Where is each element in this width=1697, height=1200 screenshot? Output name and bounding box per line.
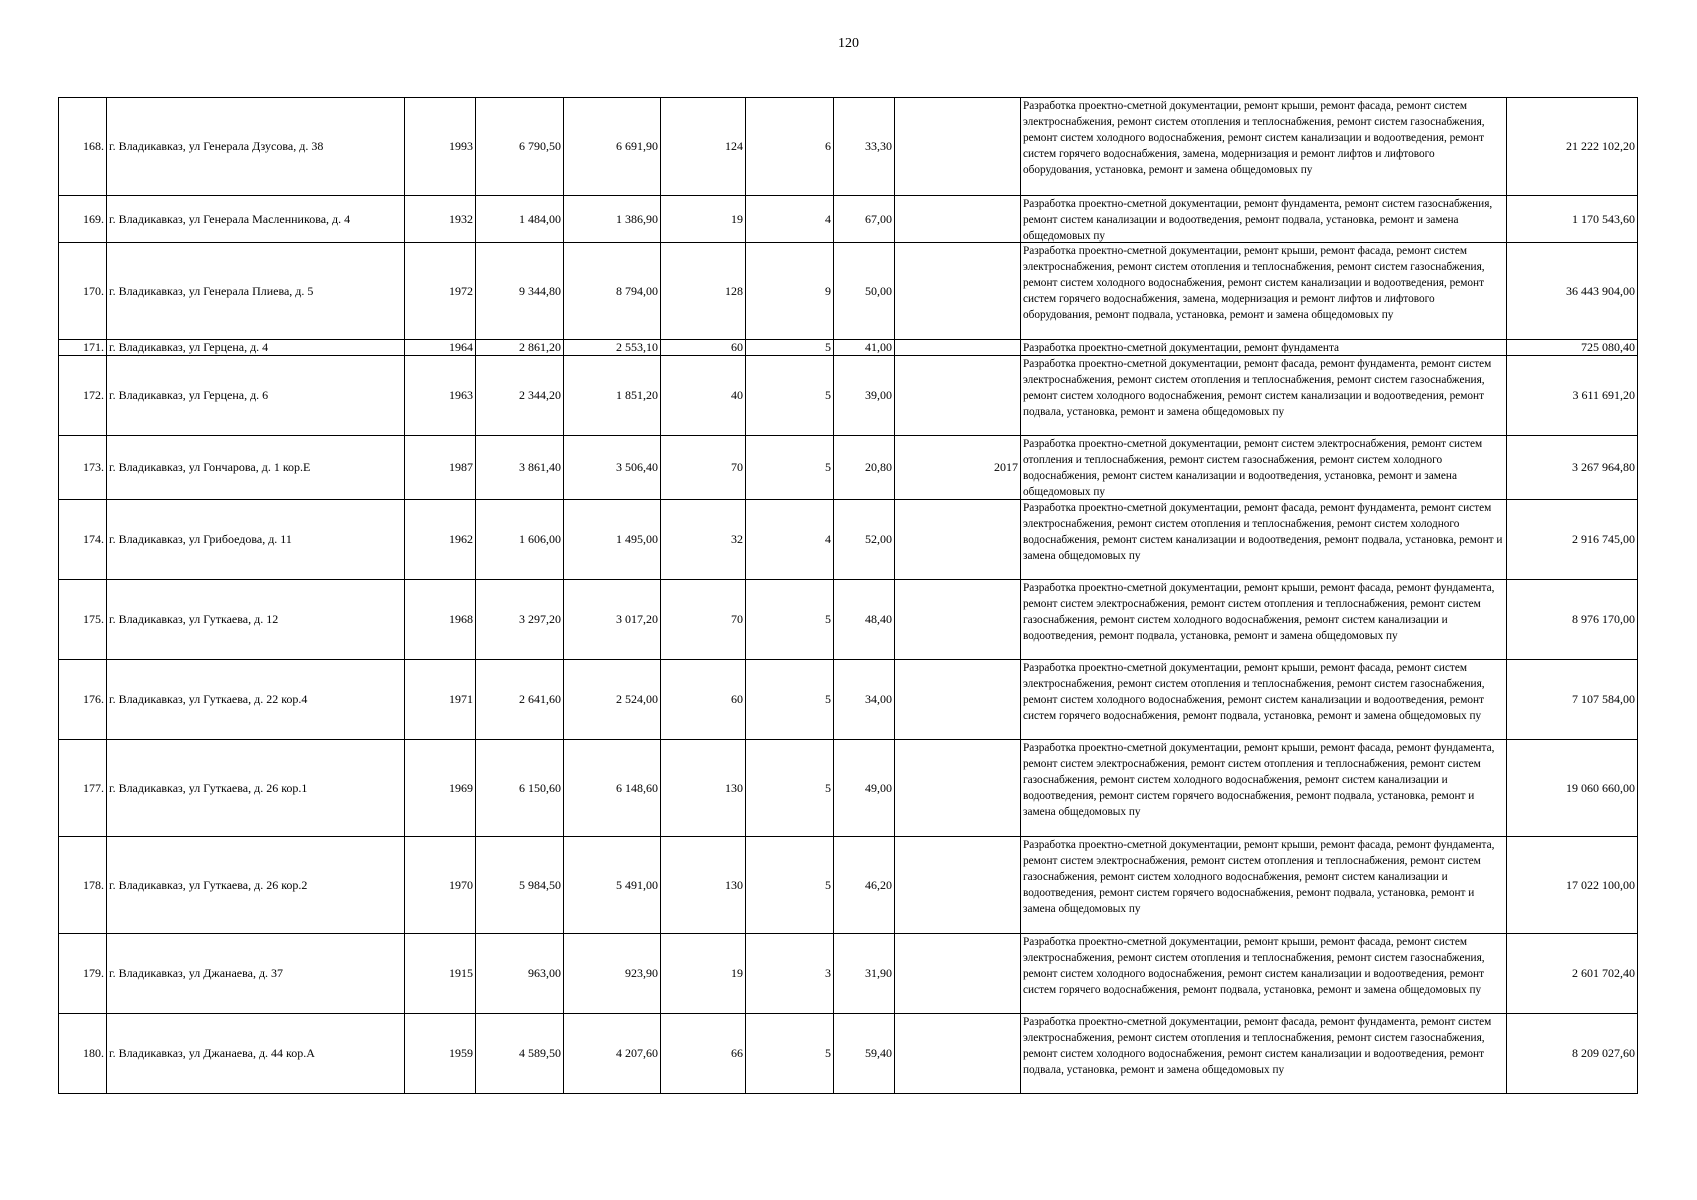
works-description-cell: Разработка проектно-сметной документации, ремонт фасада, ремонт фундамента, ремонт систем электроснабжения, ремонт систем отопления и теплоснабжения, ремонт систем холодного водоснабжения, ремонт систем канализации и водоотведения, ремонт подвала, установка, ремонт и замена общедомовых пу <box>1021 500 1507 580</box>
build-year-cell: 1969 <box>405 740 476 837</box>
works-description-cell: Разработка проектно-сметной документации, ремонт фундамента, ремонт систем газоснабжения, ремонт систем канализации и водоотведения, ремонт подвала, установка, ремонт и замена общедомовых пу <box>1021 196 1507 243</box>
residents-cell: 70 <box>661 580 746 660</box>
cost-cell: 1 170 543,60 <box>1507 196 1638 243</box>
works-description-cell: Разработка проектно-сметной документации, ремонт крыши, ремонт фасада, ремонт систем электроснабжения, ремонт систем отопления и теплоснабжения, ремонт систем газоснабжения, ремонт систем холодного водоснабжения, ремонт систем канализации и водоотведения, ремонт систем горячего водоснабжения, замена, модернизация и ремонт лифтов и лифтового оборудования, ремонт подвала, установка, ремонт и замена общедомовых пу <box>1021 243 1507 340</box>
table-row <box>59 580 1638 660</box>
build-year-cell: 1987 <box>405 436 476 500</box>
last-repair-year-cell <box>895 1014 1021 1094</box>
row-number-cell: 179. <box>59 934 107 1014</box>
row-number-cell: 178. <box>59 837 107 934</box>
address-cell: г. Владикавказ, ул Генерала Дзусова, д. 38 <box>107 98 405 196</box>
total-area-cell: 1 606,00 <box>476 500 564 580</box>
residents-cell: 19 <box>661 196 746 243</box>
address-cell: г. Владикавказ, ул Грибоедова, д. 11 <box>107 500 405 580</box>
wear-percent-cell: 33,30 <box>834 98 895 196</box>
row-number-cell: 170. <box>59 243 107 340</box>
total-area-cell: 5 984,50 <box>476 837 564 934</box>
residents-cell: 66 <box>661 1014 746 1094</box>
build-year-cell: 1970 <box>405 837 476 934</box>
row-number-cell: 177. <box>59 740 107 837</box>
residents-cell: 40 <box>661 356 746 436</box>
build-year-cell: 1993 <box>405 98 476 196</box>
cost-cell: 21 222 102,20 <box>1507 98 1638 196</box>
table-row <box>59 436 1638 500</box>
build-year-cell: 1959 <box>405 1014 476 1094</box>
floors-cell: 9 <box>746 243 834 340</box>
last-repair-year-cell <box>895 340 1021 356</box>
address-cell: г. Владикавказ, ул Герцена, д. 6 <box>107 356 405 436</box>
works-description-cell: Разработка проектно-сметной документации, ремонт фасада, ремонт фундамента, ремонт систем электроснабжения, ремонт систем отопления и теплоснабжения, ремонт систем газоснабжения, ремонт систем холодного водоснабжения, ремонт систем канализации и водоотведения, ремонт подвала, установка, ремонт и замена общедомовых пу <box>1021 356 1507 436</box>
floors-cell: 5 <box>746 837 834 934</box>
build-year-cell: 1964 <box>405 340 476 356</box>
build-year-cell: 1971 <box>405 660 476 740</box>
address-cell: г. Владикавказ, ул Гуткаева, д. 12 <box>107 580 405 660</box>
total-area-cell: 6 790,50 <box>476 98 564 196</box>
floors-cell: 5 <box>746 1014 834 1094</box>
cost-cell: 2 916 745,00 <box>1507 500 1638 580</box>
wear-percent-cell: 20,80 <box>834 436 895 500</box>
address-cell: г. Владикавказ, ул Гуткаева, д. 22 кор.4 <box>107 660 405 740</box>
total-area-cell: 1 484,00 <box>476 196 564 243</box>
build-year-cell: 1972 <box>405 243 476 340</box>
last-repair-year-cell <box>895 500 1021 580</box>
address-cell: г. Владикавказ, ул Джанаева, д. 44 кор.А <box>107 1014 405 1094</box>
cost-cell: 36 443 904,00 <box>1507 243 1638 340</box>
row-number-cell: 175. <box>59 580 107 660</box>
table-row <box>59 340 1638 356</box>
works-description-cell: Разработка проектно-сметной документации, ремонт крыши, ремонт фасада, ремонт фундамента, ремонт систем электроснабжения, ремонт систем отопления и теплоснабжения, ремонт систем газоснабжения, ремонт систем холодного водоснабжения, ремонт систем канализации и водоотведения, ремонт систем горячего водоснабжения, ремонт подвала, установка, ремонт и замена общедомовых пу <box>1021 837 1507 934</box>
living-area-cell: 923,90 <box>564 934 661 1014</box>
total-area-cell: 9 344,80 <box>476 243 564 340</box>
cost-cell: 17 022 100,00 <box>1507 837 1638 934</box>
residents-cell: 130 <box>661 740 746 837</box>
works-description-cell: Разработка проектно-сметной документации, ремонт фундамента <box>1021 340 1507 356</box>
floors-cell: 5 <box>746 660 834 740</box>
works-description-cell: Разработка проектно-сметной документации, ремонт крыши, ремонт фасада, ремонт фундамента, ремонт систем электроснабжения, ремонт систем отопления и теплоснабжения, ремонт систем газоснабжения, ремонт систем холодного водоснабжения, ремонт систем канализации и водоотведения, ремонт систем горячего водоснабжения, ремонт подвала, установка, ремонт и замена общедомовых пу <box>1021 740 1507 837</box>
row-number-cell: 174. <box>59 500 107 580</box>
last-repair-year-cell <box>895 243 1021 340</box>
wear-percent-cell: 50,00 <box>834 243 895 340</box>
table-row <box>59 934 1638 1014</box>
cost-cell: 8 209 027,60 <box>1507 1014 1638 1094</box>
last-repair-year-cell <box>895 660 1021 740</box>
living-area-cell: 1 495,00 <box>564 500 661 580</box>
total-area-cell: 2 861,20 <box>476 340 564 356</box>
cost-cell: 19 060 660,00 <box>1507 740 1638 837</box>
floors-cell: 5 <box>746 340 834 356</box>
wear-percent-cell: 31,90 <box>834 934 895 1014</box>
floors-cell: 5 <box>746 436 834 500</box>
address-cell: г. Владикавказ, ул Генерала Масленникова, д. 4 <box>107 196 405 243</box>
floors-cell: 3 <box>746 934 834 1014</box>
residents-cell: 70 <box>661 436 746 500</box>
living-area-cell: 6 691,90 <box>564 98 661 196</box>
wear-percent-cell: 39,00 <box>834 356 895 436</box>
wear-percent-cell: 34,00 <box>834 660 895 740</box>
table-row <box>59 243 1638 340</box>
living-area-cell: 2 524,00 <box>564 660 661 740</box>
floors-cell: 6 <box>746 98 834 196</box>
works-description-cell: Разработка проектно-сметной документации, ремонт систем электроснабжения, ремонт систем отопления и теплоснабжения, ремонт систем газоснабжения, ремонт систем холодного водоснабжения, ремонт систем канализации и водоотведения, установка, ремонт и замена общедомовых пу <box>1021 436 1507 500</box>
wear-percent-cell: 46,20 <box>834 837 895 934</box>
residents-cell: 19 <box>661 934 746 1014</box>
wear-percent-cell: 49,00 <box>834 740 895 837</box>
living-area-cell: 3 017,20 <box>564 580 661 660</box>
residents-cell: 60 <box>661 340 746 356</box>
build-year-cell: 1932 <box>405 196 476 243</box>
total-area-cell: 2 344,20 <box>476 356 564 436</box>
table-body <box>59 98 1638 1094</box>
works-description-cell: Разработка проектно-сметной документации, ремонт крыши, ремонт фасада, ремонт фундамента, ремонт систем электроснабжения, ремонт систем отопления и теплоснабжения, ремонт систем газоснабжения, ремонт систем холодного водоснабжения, ремонт систем канализации и водоотведения, ремонт подвала, установка, ремонт и замена общедомовых пу <box>1021 580 1507 660</box>
housing-repair-table <box>58 97 1638 1094</box>
row-number-cell: 168. <box>59 98 107 196</box>
wear-percent-cell: 48,40 <box>834 580 895 660</box>
cost-cell: 725 080,40 <box>1507 340 1638 356</box>
row-number-cell: 180. <box>59 1014 107 1094</box>
address-cell: г. Владикавказ, ул Гончарова, д. 1 кор.Е <box>107 436 405 500</box>
table-row <box>59 98 1638 196</box>
total-area-cell: 2 641,60 <box>476 660 564 740</box>
residents-cell: 130 <box>661 837 746 934</box>
works-description-cell: Разработка проектно-сметной документации, ремонт фасада, ремонт фундамента, ремонт систем электроснабжения, ремонт систем отопления и теплоснабжения, ремонт систем газоснабжения, ремонт систем холодного водоснабжения, ремонт систем канализации и водоотведения, ремонт подвала, установка, ремонт и замена общедомовых пу <box>1021 1014 1507 1094</box>
row-number-cell: 172. <box>59 356 107 436</box>
last-repair-year-cell <box>895 196 1021 243</box>
floors-cell: 4 <box>746 196 834 243</box>
floors-cell: 4 <box>746 500 834 580</box>
row-number-cell: 176. <box>59 660 107 740</box>
wear-percent-cell: 59,40 <box>834 1014 895 1094</box>
living-area-cell: 6 148,60 <box>564 740 661 837</box>
living-area-cell: 5 491,00 <box>564 837 661 934</box>
table-row <box>59 660 1638 740</box>
residents-cell: 32 <box>661 500 746 580</box>
page-number: 120 <box>838 36 859 51</box>
living-area-cell: 2 553,10 <box>564 340 661 356</box>
works-description-cell: Разработка проектно-сметной документации, ремонт крыши, ремонт фасада, ремонт систем электроснабжения, ремонт систем отопления и теплоснабжения, ремонт систем газоснабжения, ремонт систем холодного водоснабжения, ремонт систем канализации и водоотведения, ремонт систем горячего водоснабжения, ремонт подвала, установка, ремонт и замена общедомовых пу <box>1021 934 1507 1014</box>
total-area-cell: 4 589,50 <box>476 1014 564 1094</box>
residents-cell: 124 <box>661 98 746 196</box>
row-number-cell: 173. <box>59 436 107 500</box>
total-area-cell: 963,00 <box>476 934 564 1014</box>
row-number-cell: 169. <box>59 196 107 243</box>
address-cell: г. Владикавказ, ул Герцена, д. 4 <box>107 340 405 356</box>
total-area-cell: 6 150,60 <box>476 740 564 837</box>
cost-cell: 8 976 170,00 <box>1507 580 1638 660</box>
table-row <box>59 1014 1638 1094</box>
total-area-cell: 3 861,40 <box>476 436 564 500</box>
address-cell: г. Владикавказ, ул Гуткаева, д. 26 кор.2 <box>107 837 405 934</box>
table-row <box>59 196 1638 243</box>
works-description-cell: Разработка проектно-сметной документации, ремонт крыши, ремонт фасада, ремонт систем электроснабжения, ремонт систем отопления и теплоснабжения, ремонт систем газоснабжения, ремонт систем холодного водоснабжения, ремонт систем канализации и водоотведения, ремонт систем горячего водоснабжения, ремонт подвала, установка, ремонт и замена общедомовых пу <box>1021 660 1507 740</box>
total-area-cell: 3 297,20 <box>476 580 564 660</box>
address-cell: г. Владикавказ, ул Джанаева, д. 37 <box>107 934 405 1014</box>
build-year-cell: 1915 <box>405 934 476 1014</box>
last-repair-year-cell <box>895 580 1021 660</box>
last-repair-year-cell <box>895 837 1021 934</box>
living-area-cell: 4 207,60 <box>564 1014 661 1094</box>
address-cell: г. Владикавказ, ул Гуткаева, д. 26 кор.1 <box>107 740 405 837</box>
table-row <box>59 837 1638 934</box>
address-cell: г. Владикавказ, ул Генерала Плиева, д. 5 <box>107 243 405 340</box>
floors-cell: 5 <box>746 740 834 837</box>
works-description-cell: Разработка проектно-сметной документации, ремонт крыши, ремонт фасада, ремонт систем электроснабжения, ремонт систем отопления и теплоснабжения, ремонт систем газоснабжения, ремонт систем холодного водоснабжения, ремонт систем канализации и водоотведения, ремонт систем горячего водоснабжения, замена, модернизация и ремонт лифтов и лифтового оборудования, установка, ремонт и замена общедомовых пу <box>1021 98 1507 196</box>
row-number-cell: 171. <box>59 340 107 356</box>
build-year-cell: 1962 <box>405 500 476 580</box>
last-repair-year-cell <box>895 98 1021 196</box>
cost-cell: 3 267 964,80 <box>1507 436 1638 500</box>
wear-percent-cell: 67,00 <box>834 196 895 243</box>
table-row <box>59 356 1638 436</box>
floors-cell: 5 <box>746 580 834 660</box>
table-row <box>59 740 1638 837</box>
build-year-cell: 1968 <box>405 580 476 660</box>
last-repair-year-cell <box>895 356 1021 436</box>
living-area-cell: 3 506,40 <box>564 436 661 500</box>
cost-cell: 7 107 584,00 <box>1507 660 1638 740</box>
residents-cell: 128 <box>661 243 746 340</box>
last-repair-year-cell <box>895 934 1021 1014</box>
cost-cell: 3 611 691,20 <box>1507 356 1638 436</box>
living-area-cell: 1 851,20 <box>564 356 661 436</box>
last-repair-year-cell <box>895 740 1021 837</box>
table-row <box>59 500 1638 580</box>
last-repair-year-cell: 2017 <box>895 436 1021 500</box>
wear-percent-cell: 41,00 <box>834 340 895 356</box>
living-area-cell: 8 794,00 <box>564 243 661 340</box>
floors-cell: 5 <box>746 356 834 436</box>
living-area-cell: 1 386,90 <box>564 196 661 243</box>
cost-cell: 2 601 702,40 <box>1507 934 1638 1014</box>
wear-percent-cell: 52,00 <box>834 500 895 580</box>
residents-cell: 60 <box>661 660 746 740</box>
build-year-cell: 1963 <box>405 356 476 436</box>
